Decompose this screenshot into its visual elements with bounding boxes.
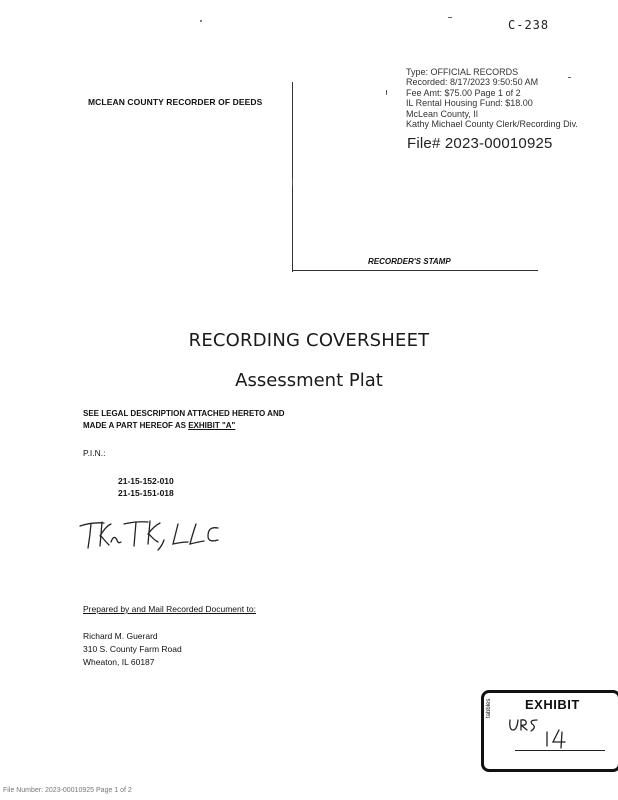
recorders-stamp-label: RECORDER'S STAMP	[368, 257, 451, 266]
prepared-by-label: Prepared by and Mail Recorded Document to:	[83, 604, 256, 614]
address-name: Richard M. Guerard	[83, 631, 158, 641]
file-number: File# 2023-00010925	[407, 135, 553, 152]
address-city: Wheaton, IL 60187	[83, 657, 155, 667]
pin-list	[118, 475, 174, 499]
scan-speck	[200, 20, 202, 22]
document-code: C-238	[508, 18, 550, 32]
page-footer: File Number: 2023-00010925 Page 1 of 2	[3, 787, 132, 794]
recording-date: Recorded: 8/17/2023 9:50:50 AM	[406, 77, 539, 88]
signature-drawing	[78, 512, 238, 557]
recorder-label: MCLEAN COUNTY RECORDER OF DEEDS	[88, 97, 263, 107]
scan-speck	[568, 77, 571, 78]
recording-type: Type: OFFICIAL RECORDS	[406, 67, 519, 77]
page-title: RECORDING COVERSHEET	[188, 330, 430, 351]
recording-county: McLean County, Il	[406, 108, 478, 119]
pin-number: 21-15-151-018	[118, 488, 174, 498]
scan-speck	[292, 178, 293, 186]
return-address	[83, 630, 182, 669]
stamp-area-baseline	[293, 270, 538, 271]
exhibit-brand-mark: tabbles	[486, 698, 492, 718]
rental-housing-fund: IL Rental Housing Fund: $18.00	[406, 98, 533, 109]
legal-description-note	[83, 408, 285, 432]
stamp-area-divider	[292, 82, 293, 272]
legal-line-1: SEE LEGAL DESCRIPTION ATTACHED HERETO AND	[83, 409, 285, 418]
pin-label: P.I.N.:	[83, 448, 106, 458]
recording-info-block	[406, 67, 578, 129]
pin-number: 21-15-152-010	[118, 476, 174, 486]
exhibit-a-reference: EXHIBIT "A"	[188, 421, 236, 430]
legal-line-2-prefix: MADE A PART HEREOF AS	[83, 421, 189, 430]
document-subtitle: Assessment Plat	[235, 370, 383, 391]
exhibit-handwritten-number	[507, 714, 587, 755]
legal-line-2	[83, 420, 285, 432]
recording-clerk: Kathy Michael County Clerk/Recording Div.	[406, 119, 578, 130]
exhibit-label: EXHIBIT	[525, 697, 580, 712]
exhibit-handwriting	[507, 714, 587, 750]
recording-fee: Fee Amt: $75.00 Page 1 of 2	[406, 87, 521, 98]
exhibit-number-line	[515, 750, 605, 751]
scan-speck	[448, 17, 452, 18]
address-street: 310 S. County Farm Road	[83, 644, 182, 654]
scan-speck	[386, 90, 387, 95]
handwritten-signature	[78, 512, 238, 562]
